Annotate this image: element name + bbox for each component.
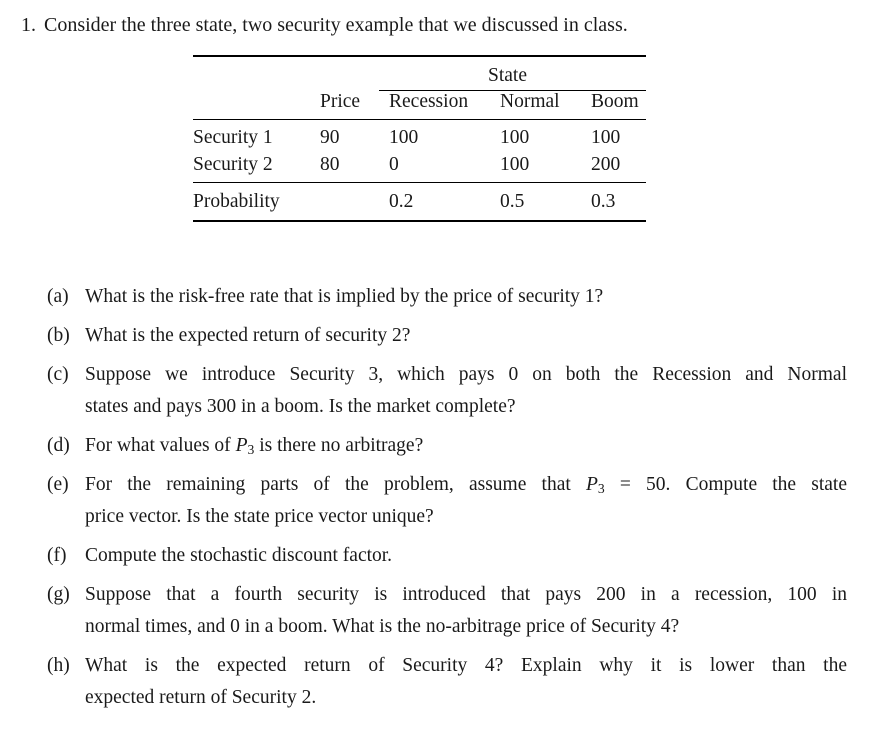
question-label: (h) [47,655,70,676]
question-label: (a) [47,286,69,307]
row-price: 80 [320,154,340,175]
text-post: is there no arbitrage? [254,435,424,456]
col-header-recession: Recession [389,91,469,112]
problem-number: 1. [21,14,36,36]
question-text [85,430,847,462]
math-sub: 3 [247,442,255,457]
col-header-normal: Normal [500,91,560,112]
row-boom: 200 [591,154,621,175]
row-recession: 100 [389,127,419,148]
table-bottom-rule [193,220,646,222]
question-d [47,430,847,462]
row-label: Security 1 [193,127,273,148]
question-text-line2: price vector. Is the state price vector unique? [85,506,434,527]
payoff-table [193,55,646,223]
problem-intro-text: Consider the three state, two security example that we discussed in class. [44,14,628,36]
question-text-line1: Suppose we introduce Security 3, which pays 0 on both the Recession and Normal [85,364,847,385]
col-header-boom: Boom [591,91,639,112]
question-label: (b) [47,325,70,346]
question-text: What is the expected return of security 2? [85,325,411,346]
question-a [47,281,847,313]
math-sub: 3 [597,481,605,496]
question-g [47,579,847,643]
row-price: 90 [320,127,340,148]
question-c [47,359,847,423]
question-b [47,320,847,352]
problem-intro [21,11,628,39]
row-recession: 0 [389,154,399,175]
probability-boom: 0.3 [591,191,616,212]
probability-recession: 0.2 [389,191,414,212]
question-e [47,469,847,533]
probability-rule [193,182,646,183]
question-text: Compute the stochastic discount factor. [85,545,393,566]
question-text-line2: normal times, and 0 in a boom. What is the no-arbitrage price of Security 4? [85,616,680,637]
text-pre: For the remaining parts of the problem, assume that [85,474,586,495]
text-pre: For what values of [85,435,236,456]
math-var: P [235,435,248,456]
question-text-line2: states and pays 300 in a boom. Is the market complete? [85,396,516,417]
question-f [47,540,847,572]
header-rule [193,119,646,120]
question-label: (d) [47,435,70,456]
probability-label: Probability [193,191,280,212]
question-text-line1: Suppose that a fourth security is introduced that pays 200 in a recession, 100 in [85,584,847,605]
row-normal: 100 [500,127,530,148]
math-var: P [585,474,598,495]
question-text-line1 [85,469,847,501]
question-text: What is the risk-free rate that is implied by the price of security 1? [85,286,604,307]
question-label: (e) [47,474,69,495]
question-label: (g) [47,584,70,605]
question-label: (c) [47,364,69,385]
probability-normal: 0.5 [500,191,525,212]
question-h [47,650,847,714]
text-post: = 50. Compute the state [604,474,847,495]
row-label: Security 2 [193,154,273,175]
row-normal: 100 [500,154,530,175]
table-top-rule [193,55,646,57]
question-text-line2: expected return of Security 2. [85,687,317,708]
question-text-line1: What is the expected return of Security 4? Explain why it is lower than the [85,655,847,676]
state-group-header: State [488,65,527,86]
row-boom: 100 [591,127,621,148]
col-header-price: Price [320,91,361,112]
question-label: (f) [47,545,67,566]
